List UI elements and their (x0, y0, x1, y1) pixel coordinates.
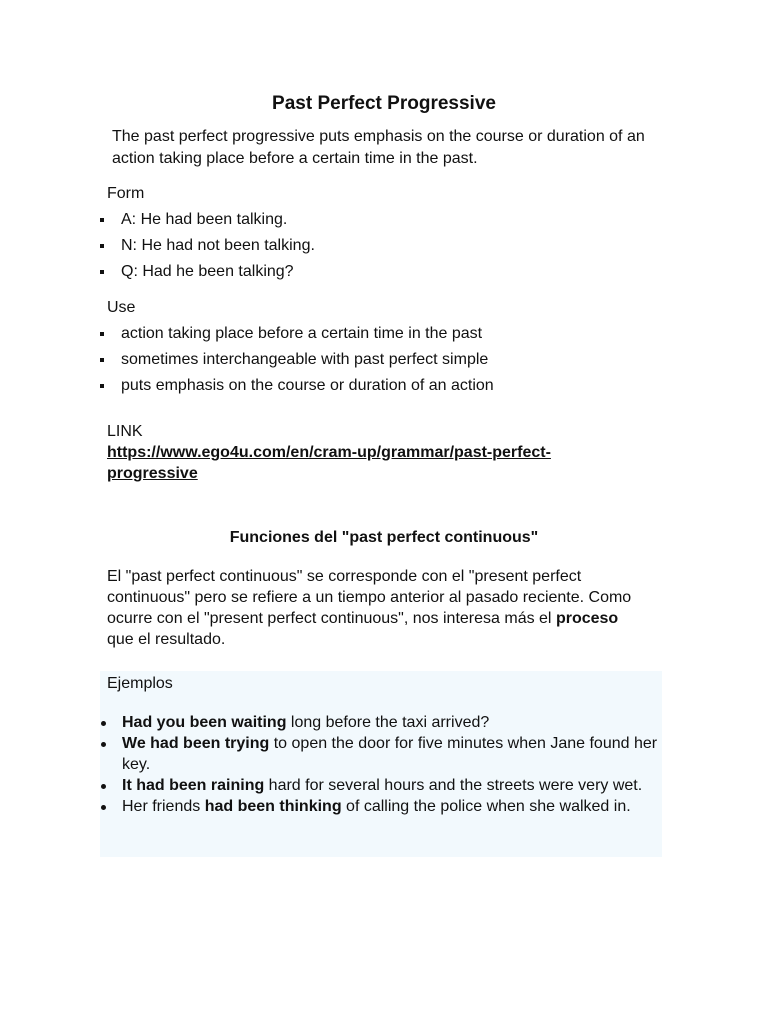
link-label: LINK (107, 423, 143, 440)
example-bold: We had been trying (122, 735, 270, 752)
form-list (100, 207, 315, 285)
funciones-text: El "past perfect continuous" se corresponde con el "present perfect continuous" pero se refiere a un tiempo anterior al pasado reciente. Como ocurre con el "present perfect continuous", nos interesa más el (107, 568, 632, 627)
example-bold: Had you been waiting (122, 714, 287, 731)
example-text: to open the door for five minutes when Jane found her key. (122, 735, 658, 773)
use-label: Use (107, 299, 136, 316)
example-text: long before the taxi arrived? (286, 714, 490, 731)
funciones-text-end: que el resultado. (107, 631, 226, 648)
examples-label: Ejemplos (107, 675, 173, 692)
example-item (100, 775, 662, 796)
form-label: Form (107, 185, 145, 202)
funciones-paragraph (107, 566, 647, 650)
intro-paragraph: The past perfect progressive puts emphasis on the course or duration of an action taking place before a certain time in the past. (112, 128, 645, 167)
examples-list (100, 712, 662, 817)
use-item: sometimes interchangeable with past perfect simple (100, 347, 494, 373)
funciones-heading: Funciones del "past perfect continuous" (229, 529, 539, 546)
example-text: hard for several hours and the streets were very wet. (264, 777, 643, 794)
form-item-negative: N: He had not been talking. (100, 233, 315, 259)
example-text: Her friends (122, 798, 205, 815)
form-item-affirmative: A: He had been talking. (100, 207, 315, 233)
form-item-question: Q: Had he been talking? (100, 259, 315, 285)
use-list (100, 321, 494, 399)
ego4u-link[interactable]: https://www.ego4u.com/en/cram-up/grammar/past-perfect-progressive (107, 444, 551, 482)
funciones-bold-word: proceso (555, 610, 619, 627)
use-item: action taking place before a certain time in the past (100, 321, 494, 347)
example-item (100, 796, 662, 817)
example-bold: had been thinking (204, 798, 342, 815)
example-text: of calling the police when she walked in. (341, 798, 631, 815)
example-item (100, 712, 662, 733)
example-bold: It had been raining (122, 777, 265, 794)
page-title: Past Perfect Progressive (272, 93, 496, 114)
use-item: puts emphasis on the course or duration of an action (100, 373, 494, 399)
example-item (100, 733, 662, 775)
